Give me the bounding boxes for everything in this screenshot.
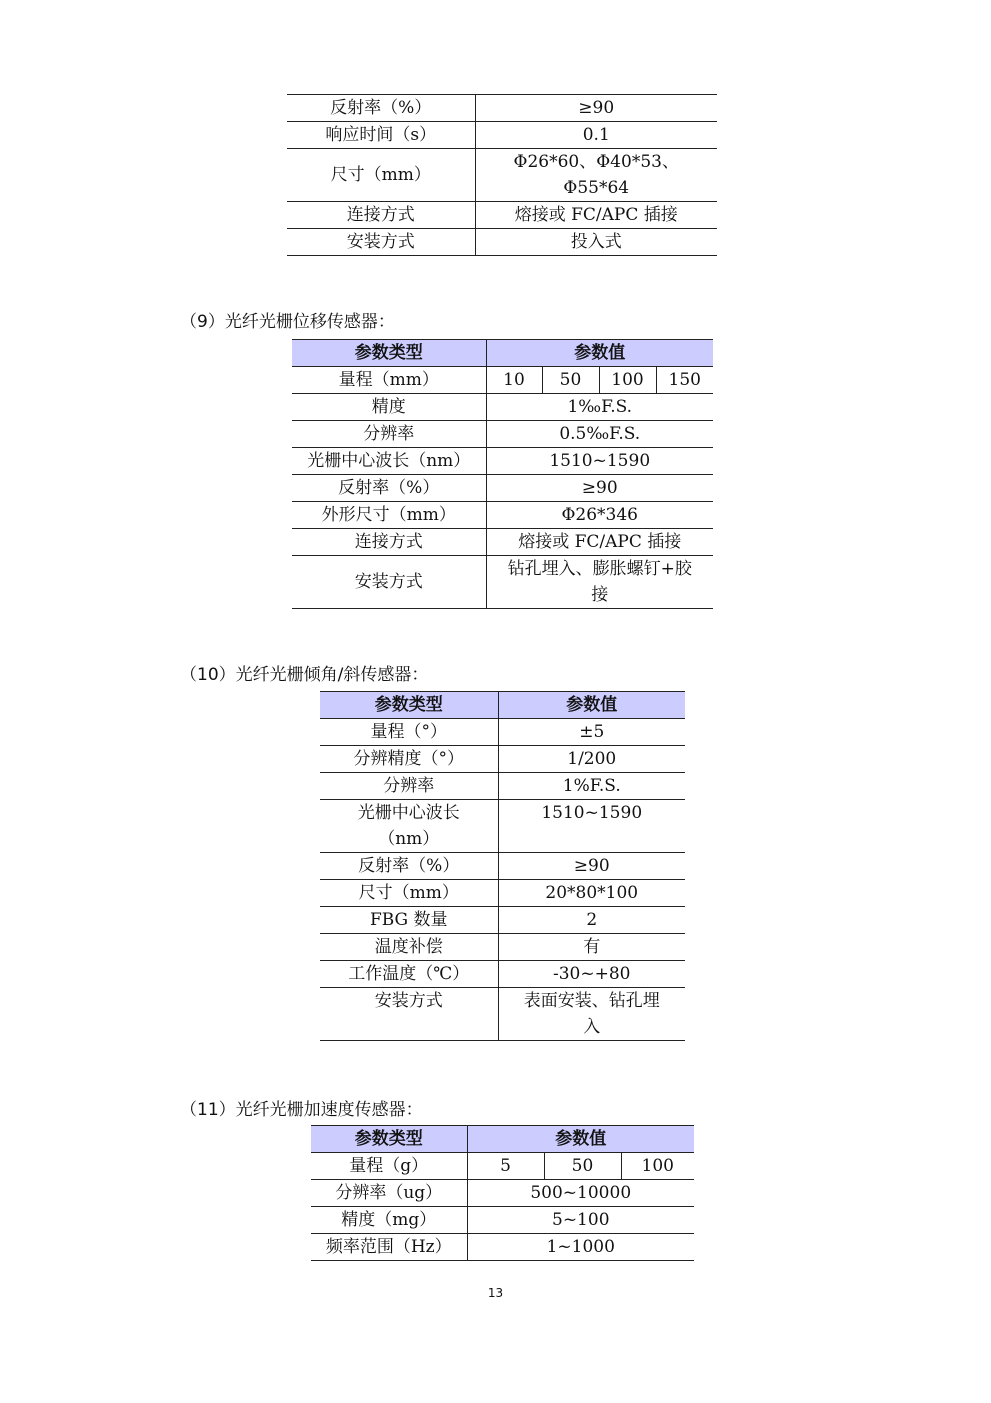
value-cell: 50	[542, 367, 599, 394]
param-cell: 工作温度（℃）	[320, 961, 498, 988]
table-row	[320, 880, 685, 907]
param-cell: 光栅中心波长（nm）	[292, 448, 486, 475]
table-row	[320, 934, 685, 961]
param-cell: 连接方式	[292, 529, 486, 556]
table-row	[320, 719, 685, 746]
section-title: （9）光纤光栅位移传感器：	[180, 312, 395, 332]
value-cell: Φ26*346	[486, 502, 713, 529]
value-cell: 10	[486, 367, 542, 394]
value-cell: 0.1	[475, 122, 717, 149]
header-value: 参数值	[467, 1126, 694, 1153]
param-cell: 频率范围（Hz）	[311, 1234, 467, 1261]
header-param: 参数类型	[292, 340, 486, 367]
table-top-continuation	[287, 94, 717, 256]
value-cell: 5	[467, 1153, 544, 1180]
value-cell: 熔接或 FC/APC 插接	[486, 529, 713, 556]
table-row	[292, 421, 713, 448]
value-line: 表面安装、钻孔埋	[523, 991, 660, 1011]
table-row	[292, 475, 713, 502]
value-cell: 熔接或 FC/APC 插接	[475, 202, 717, 229]
param-cell: 安装方式	[320, 988, 498, 1041]
header-param: 参数类型	[311, 1126, 467, 1153]
table-row	[320, 988, 685, 1041]
param-cell: 量程（g）	[311, 1153, 467, 1180]
value-cell: 100	[621, 1153, 694, 1180]
param-cell: 分辨率	[292, 421, 486, 448]
table-row	[292, 556, 713, 609]
param-line: 光栅中心波长	[357, 803, 460, 823]
table-row	[287, 122, 717, 149]
value-cell: 1~1000	[467, 1234, 694, 1261]
table-row	[287, 202, 717, 229]
value-cell: 50	[544, 1153, 621, 1180]
value-cell	[498, 988, 685, 1041]
table-row	[292, 529, 713, 556]
param-cell: 精度	[292, 394, 486, 421]
param-cell: FBG 数量	[320, 907, 498, 934]
param-cell: 安装方式	[287, 229, 475, 256]
table-tilt-sensor	[320, 691, 685, 1041]
param-cell: 分辨率（ug）	[311, 1180, 467, 1207]
value-cell: 2	[498, 907, 685, 934]
value-cell: 0.5‰F.S.	[486, 421, 713, 448]
param-cell: 温度补偿	[320, 934, 498, 961]
value-cell: 5~100	[467, 1207, 694, 1234]
value-cell: 100	[599, 367, 656, 394]
value-cell	[486, 556, 713, 609]
table-row	[292, 394, 713, 421]
value-cell: 1510~1590	[498, 800, 685, 853]
value-line: 钻孔埋入、膨胀螺钉+胶	[507, 559, 692, 579]
value-line: 接	[591, 585, 609, 605]
table-row	[320, 907, 685, 934]
value-line: Φ26*60、Φ40*53、	[513, 152, 679, 172]
table-row	[311, 1153, 694, 1180]
param-cell: 分辨精度（°）	[320, 746, 498, 773]
header-value: 参数值	[486, 340, 713, 367]
value-cell: 投入式	[475, 229, 717, 256]
table-row	[287, 149, 717, 202]
value-cell: ≥90	[498, 853, 685, 880]
param-cell: 反射率（%）	[287, 95, 475, 122]
section-title: （11）光纤光栅加速度传感器：	[180, 1100, 423, 1120]
table-row	[311, 1207, 694, 1234]
value-cell: 20*80*100	[498, 880, 685, 907]
table-row	[292, 502, 713, 529]
value-cell: ≥90	[475, 95, 717, 122]
value-cell: 150	[656, 367, 713, 394]
value-cell: 500~10000	[467, 1180, 694, 1207]
page-number: 13	[487, 1286, 504, 1300]
table-displacement-sensor	[292, 339, 713, 609]
value-cell	[475, 149, 717, 202]
param-cell: 响应时间（s）	[287, 122, 475, 149]
value-cell: ±5	[498, 719, 685, 746]
table-row	[311, 1180, 694, 1207]
table-row	[287, 95, 717, 122]
table-row	[311, 1234, 694, 1261]
value-cell: ≥90	[486, 475, 713, 502]
value-cell: 1‰F.S.	[486, 394, 713, 421]
param-cell: 量程（°）	[320, 719, 498, 746]
param-cell: 精度（mg）	[311, 1207, 467, 1234]
value-line: 入	[583, 1017, 601, 1037]
value-cell: 1/200	[498, 746, 685, 773]
value-cell: -30~+80	[498, 961, 685, 988]
table-header-row	[292, 340, 713, 367]
param-cell: 尺寸（mm）	[287, 149, 475, 202]
param-line: （nm）	[378, 829, 440, 849]
table-row	[320, 773, 685, 800]
table-acceleration-sensor	[311, 1125, 694, 1261]
param-cell	[320, 800, 498, 853]
header-param: 参数类型	[320, 692, 498, 719]
param-cell: 连接方式	[287, 202, 475, 229]
param-cell: 外形尺寸（mm）	[292, 502, 486, 529]
table-row	[292, 367, 713, 394]
header-value: 参数值	[498, 692, 685, 719]
param-cell: 量程（mm）	[292, 367, 486, 394]
param-cell: 尺寸（mm）	[320, 880, 498, 907]
table-header-row	[320, 692, 685, 719]
value-cell: 有	[498, 934, 685, 961]
param-cell: 反射率（%）	[320, 853, 498, 880]
param-cell: 分辨率	[320, 773, 498, 800]
param-cell: 安装方式	[292, 556, 486, 609]
table-row	[292, 448, 713, 475]
table-header-row	[311, 1126, 694, 1153]
table-row	[320, 853, 685, 880]
value-cell: 1510~1590	[486, 448, 713, 475]
table-row	[320, 746, 685, 773]
table-row	[320, 800, 685, 853]
value-line: Φ55*64	[563, 178, 630, 198]
section-title: （10）光纤光栅倾角/斜传感器：	[180, 665, 429, 685]
value-cell: 1%F.S.	[498, 773, 685, 800]
param-cell: 反射率（%）	[292, 475, 486, 502]
table-row	[287, 229, 717, 256]
table-row	[320, 961, 685, 988]
